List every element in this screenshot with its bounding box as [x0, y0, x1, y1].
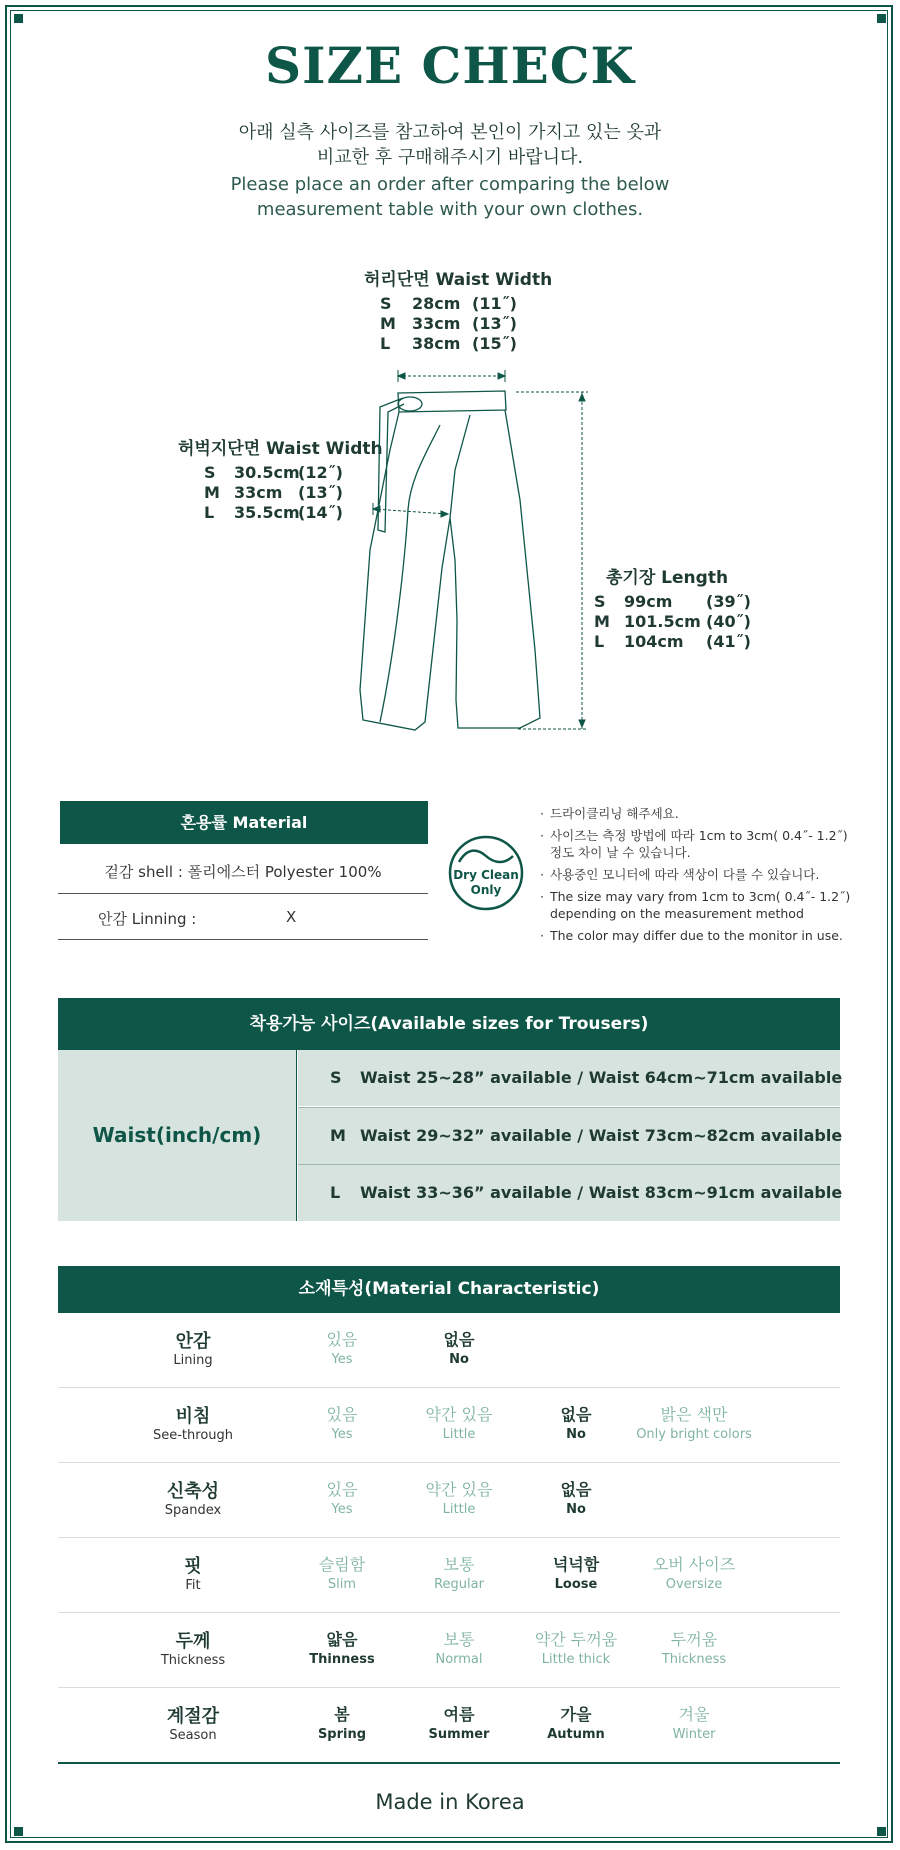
characteristic-option	[634, 1627, 754, 1667]
characteristic-option	[516, 1552, 636, 1592]
characteristic-option	[516, 1627, 636, 1667]
intro-ko-line1: 아래 실측 사이즈를 참고하여 본인이 가지고 있는 옷과	[238, 122, 662, 143]
corner-square	[877, 1827, 886, 1836]
category-ko: 핏	[184, 1556, 202, 1577]
option-en: No	[566, 1427, 586, 1442]
characteristic-option	[282, 1477, 402, 1517]
option-en: Little	[442, 1502, 476, 1517]
intro-en-line1: Please place an order after comparing the below	[230, 174, 670, 195]
option-ko: 약간 있음	[425, 1405, 493, 1424]
option-en: Autumn	[547, 1727, 605, 1742]
category-en: See-through	[152, 1428, 234, 1443]
option-ko: 있음	[326, 1480, 358, 1499]
category-ko: 두께	[175, 1631, 211, 1652]
characteristic-category	[128, 1702, 258, 1743]
characteristic-row	[58, 1388, 840, 1462]
care-notes	[540, 805, 860, 949]
option-ko: 약간 있음	[425, 1480, 493, 1499]
characteristic-category	[128, 1402, 258, 1443]
trousers-knot	[398, 397, 422, 411]
category-en: Season	[169, 1728, 217, 1743]
option-ko: 없음	[560, 1405, 592, 1424]
waist-row-m: M 33cm (13˝)	[380, 314, 517, 333]
option-en: Little thick	[541, 1652, 611, 1667]
trousers-illustration	[0, 0, 900, 760]
characteristic-option	[399, 1327, 519, 1367]
trousers-center-seam	[450, 415, 470, 518]
option-ko: 넉넉함	[552, 1555, 600, 1574]
characteristic-category	[128, 1327, 258, 1368]
note-1: · 드라이클리닝 해주세요.	[540, 805, 860, 822]
option-ko: 두꺼움	[670, 1630, 718, 1649]
lining-value: X	[286, 908, 297, 926]
category-en: Spandex	[164, 1503, 222, 1518]
option-ko: 보통	[443, 1555, 475, 1574]
length-row-s: S 99cm (39˝)	[594, 592, 751, 611]
option-ko: 여름	[443, 1705, 475, 1724]
waist-row-s: S 28cm (11˝)	[380, 294, 517, 313]
characteristic-option	[399, 1552, 519, 1592]
waist-title: 허리단면 Waist Width	[364, 270, 553, 290]
waist-row-l: L 38cm (15˝)	[380, 334, 517, 353]
characteristic-option	[282, 1702, 402, 1742]
option-en: Only bright colors	[636, 1427, 752, 1442]
intro-ko-line2: 비교한 후 구매해주시기 바랍니다.	[316, 147, 584, 168]
thigh-row-m: M 33cm (13˝)	[204, 483, 343, 502]
option-en: Normal	[435, 1652, 483, 1667]
characteristic-option	[516, 1402, 636, 1442]
option-en: Slim	[327, 1577, 357, 1592]
characteristic-option	[399, 1702, 519, 1742]
option-en: Oversize	[665, 1577, 723, 1592]
characteristic-row	[58, 1463, 840, 1537]
note-4: · The size may vary from 1cm to 3cm( 0.4˝- 1.2˝) depending on the measurement method	[540, 888, 860, 922]
note-5: · The color may differ due to the monitor in use.	[540, 927, 860, 944]
thigh-row-l: L 35.5cm(14˝)	[204, 503, 343, 522]
material-shell-row: 겉감 shell : 폴리에스터 Polyester 100%	[58, 850, 428, 894]
page-title: SIZE CHECK	[265, 36, 635, 95]
characteristic-option	[516, 1702, 636, 1742]
corner-square	[14, 1827, 23, 1836]
characteristic-row	[58, 1613, 840, 1687]
characteristic-option	[399, 1402, 519, 1442]
dry-clean-text-2: Only	[470, 883, 502, 897]
option-en: Yes	[331, 1502, 353, 1517]
thigh-title: 허벅지단면 Waist Width	[178, 439, 383, 459]
available-sizes-label: Waist(inch/cm)	[58, 1050, 297, 1221]
available-row-m: M Waist 29~32” available / Waist 73cm~82cm available	[298, 1108, 840, 1164]
option-en: Thickness	[661, 1652, 727, 1667]
category-ko: 안감	[175, 1331, 211, 1352]
option-en: Yes	[331, 1352, 353, 1367]
category-en: Lining	[173, 1353, 213, 1368]
characteristic-row	[58, 1688, 840, 1762]
available-row-l: L Waist 33~36” available / Waist 83cm~91cm available	[298, 1165, 840, 1221]
option-ko: 보통	[443, 1630, 475, 1649]
note-2: · 사이즈는 측정 방법에 따라 1cm to 3cm( 0.4˝- 1.2˝) 정도 차이 날 수 있습니다.	[540, 827, 860, 861]
option-en: No	[566, 1502, 586, 1517]
dry-clean-icon	[447, 834, 525, 912]
length-row-m: M 101.5cm (40˝)	[594, 612, 751, 631]
characteristic-category	[128, 1477, 258, 1518]
category-en: Fit	[185, 1578, 201, 1593]
length-title: 총기장 Length	[606, 568, 729, 588]
material-header: 혼용률 Material	[60, 801, 428, 844]
category-ko: 비침	[175, 1406, 211, 1427]
characteristic-option	[399, 1627, 519, 1667]
option-ko: 봄	[334, 1705, 350, 1724]
option-en: Summer	[428, 1727, 490, 1742]
available-row-s: S Waist 25~28” available / Waist 64cm~71cm available	[298, 1050, 840, 1106]
option-ko: 없음	[560, 1480, 592, 1499]
option-ko: 약간 두꺼움	[534, 1630, 618, 1649]
characteristic-option	[634, 1552, 754, 1592]
option-en: Loose	[554, 1577, 598, 1592]
option-ko: 오버 사이즈	[652, 1555, 736, 1574]
option-en: Little	[442, 1427, 476, 1442]
lining-label: 안감 Linning :	[98, 910, 197, 928]
trousers-waistband	[398, 391, 506, 412]
made-in-label: Made in Korea	[375, 1790, 525, 1814]
intro-en-line2: measurement table with your own clothes.	[256, 199, 644, 220]
characteristic-option	[399, 1477, 519, 1517]
option-ko: 슬림함	[318, 1555, 366, 1574]
trousers-tie	[378, 398, 404, 532]
row-divider	[58, 1762, 840, 1764]
option-en: Spring	[317, 1727, 367, 1742]
characteristic-category	[128, 1627, 258, 1668]
option-ko: 없음	[443, 1330, 475, 1349]
option-ko: 밝은 색만	[660, 1405, 728, 1424]
thigh-row-s: S 30.5cm(12˝)	[204, 463, 343, 482]
option-ko: 가을	[560, 1705, 592, 1724]
option-en: Yes	[331, 1427, 353, 1442]
option-ko: 있음	[326, 1405, 358, 1424]
option-en: Thinness	[309, 1652, 375, 1667]
characteristic-category	[128, 1552, 258, 1593]
option-en: Regular	[434, 1577, 484, 1592]
option-en: No	[449, 1352, 469, 1367]
trousers-wrap-seam	[380, 425, 440, 722]
characteristic-option	[282, 1552, 402, 1592]
characteristic-header: 소재특성(Material Characteristic)	[58, 1266, 840, 1313]
category-en: Thickness	[160, 1653, 226, 1668]
characteristic-row	[58, 1538, 840, 1612]
category-ko: 신축성	[166, 1481, 220, 1502]
length-row-l: L 104cm (41˝)	[594, 632, 751, 651]
characteristic-option	[516, 1477, 636, 1517]
dry-clean-text-1: Dry Clean	[453, 868, 519, 882]
material-lining-row	[58, 896, 428, 940]
characteristic-row	[58, 1313, 840, 1387]
characteristic-option	[282, 1327, 402, 1367]
option-ko: 있음	[326, 1330, 358, 1349]
note-3: · 사용중인 모니터에 따라 색상이 다를 수 있습니다.	[540, 866, 860, 883]
characteristic-option	[282, 1627, 402, 1667]
characteristic-option	[634, 1702, 754, 1742]
option-ko: 겨울	[678, 1705, 710, 1724]
category-ko: 계절감	[166, 1706, 220, 1727]
option-en: Winter	[672, 1727, 716, 1742]
characteristic-option	[634, 1402, 754, 1442]
available-sizes-header: 착용가능 사이즈(Available sizes for Trousers)	[58, 998, 840, 1050]
option-ko: 얇음	[326, 1630, 358, 1649]
characteristic-option	[282, 1402, 402, 1442]
